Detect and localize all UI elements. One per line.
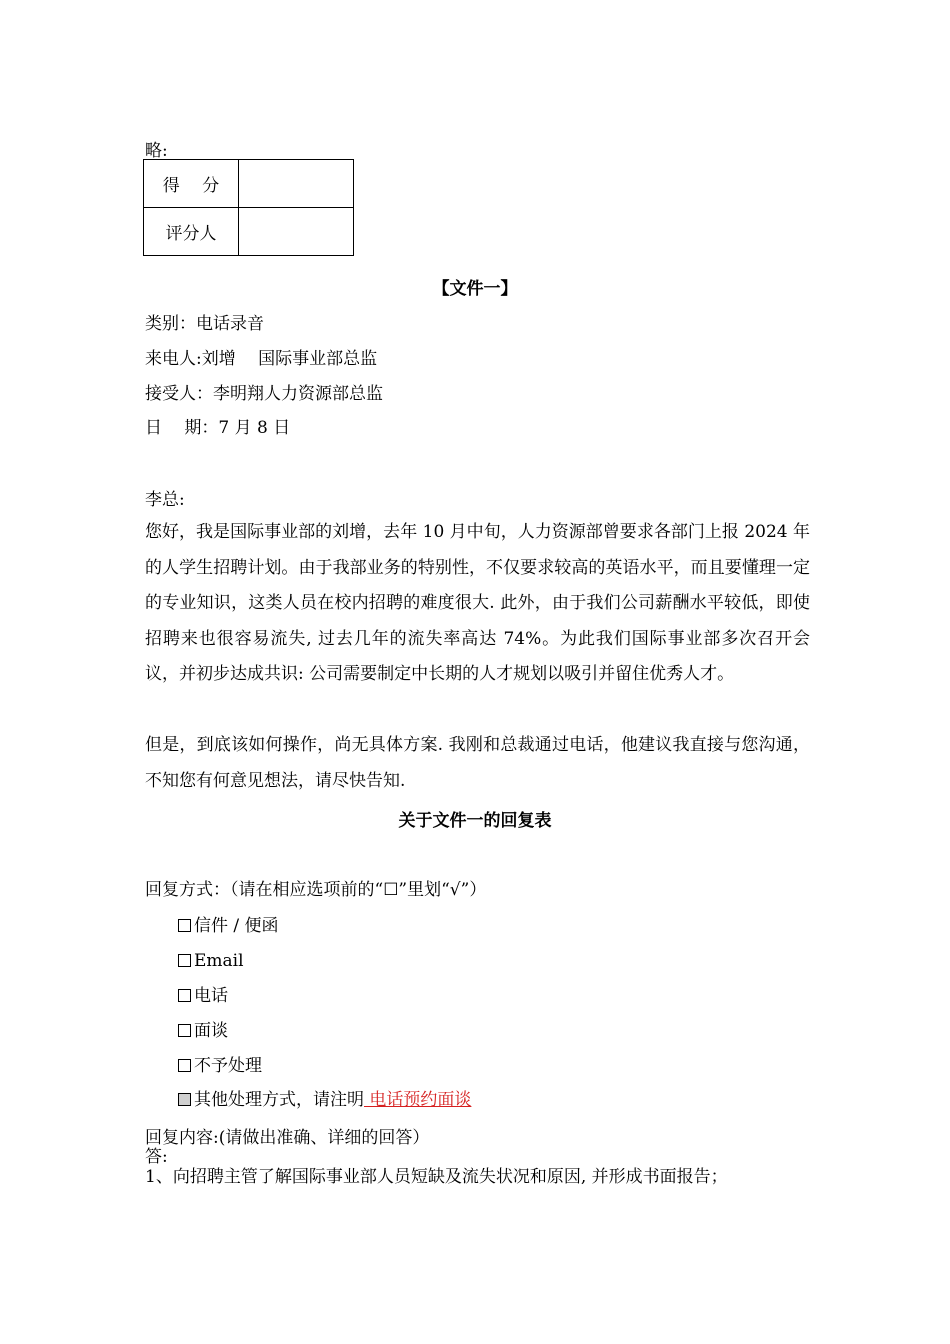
reply-method-prompt: 回复方式：（请在相应选项前的“☐”里划“√”） [145,880,487,900]
checkbox-meeting[interactable] [178,1024,191,1037]
option-no-action[interactable] [178,1054,262,1078]
meta-caller: 来电人:刘增 国际事业部总监 [145,349,378,369]
score-label: 得 分 [144,160,239,208]
checkbox-email[interactable] [178,954,191,967]
answer-line-1: 1、向招聘主管了解国际事业部人员短缺及流失状况和原因, 并形成书面报告； [145,1167,728,1187]
scorer-value-cell [239,208,354,256]
letter-paragraph-1: 您好，我是国际事业部的刘增，去年 10 月中旬，人力资源部曾要求各部门上报 2024 年的人学生招聘计划。由于我部业务的特别性，不仅要求较高的英语水平，而且要懂理一定的专业知识，这类人员在校内招聘的难度很大. 此外，由于我们公司薪酬水平较低，即使招聘来也很容易流失, 过去几年的流失率高达 74%。为此我们国际事业部多次召开会议，并初步达成共识: 公司需要制定中长期的人才规划以吸引并留住优秀人才。 [145,522,810,684]
option-other[interactable] [178,1088,471,1112]
option-letter[interactable] [178,914,279,938]
letter-salutation: 李总: [145,490,185,510]
option-meeting-label: 面谈 [194,1021,228,1041]
score-value-cell [239,160,354,208]
checkbox-phone[interactable] [178,989,191,1002]
option-other-label: 其他处理方式，请注明 [194,1090,364,1110]
option-phone-label: 电话 [194,986,228,1006]
option-phone[interactable] [178,984,228,1008]
reply-form-title: 关于文件一的回复表 [398,811,552,831]
checkbox-no-action[interactable] [178,1059,191,1072]
option-email-label: Email [194,951,244,971]
header-note: 略: [145,141,168,161]
option-email[interactable] [178,949,244,973]
option-other-fill[interactable]: 电话预约面谈 [364,1090,472,1110]
checkbox-other[interactable] [178,1093,191,1106]
option-letter-label: 信件 / 便函 [194,916,279,936]
scorer-row [144,208,354,256]
meta-receiver: 接受人：李明翔人力资源部总监 [145,384,383,404]
letter-paragraph-2: 但是，到底该如何操作，尚无具体方案. 我刚和总裁通过电话，他建议我直接与您沟通，不知您有何意见想法，请尽快告知. [145,735,810,791]
score-row [144,160,354,208]
scorer-label: 评分人 [144,208,239,256]
checkbox-letter[interactable] [178,919,191,932]
reply-content-prompt: 回复内容:(请做出准确、详细的回答） [145,1128,430,1148]
meta-category: 类别：电话录音 [145,314,264,334]
answer-label: 答: [145,1147,168,1167]
document-title: 【文件一】 [432,279,518,299]
score-table [143,159,354,256]
meta-date: 日 期：7 月 8 日 [145,418,291,438]
option-no-action-label: 不予处理 [194,1056,262,1076]
option-meeting[interactable] [178,1019,228,1043]
